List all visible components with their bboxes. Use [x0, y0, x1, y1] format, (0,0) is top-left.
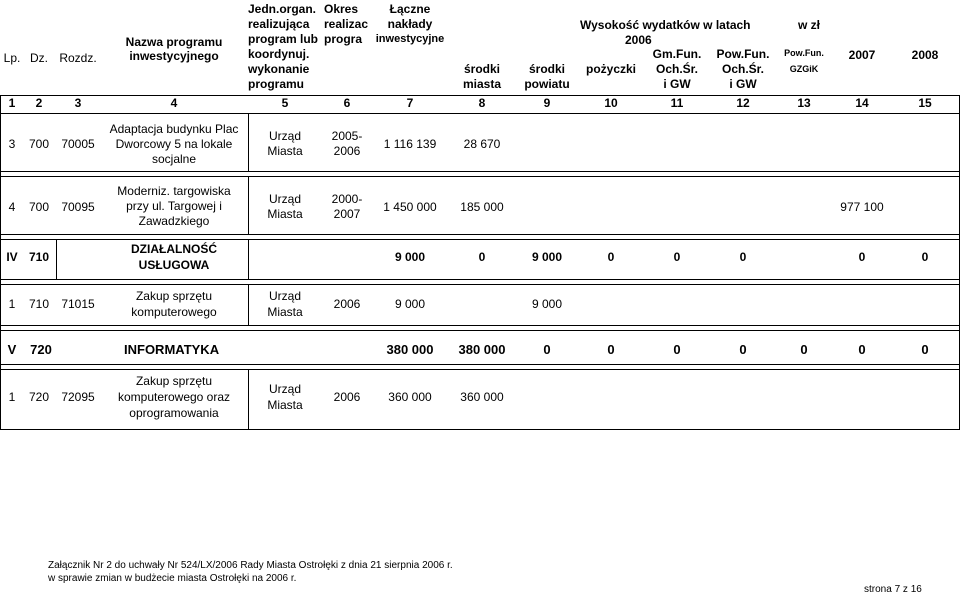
header-lp: Lp.	[3, 51, 21, 65]
header-period-2: realizac	[324, 18, 369, 31]
header-unit-5: wykonanie	[248, 62, 310, 76]
section-loans: 0	[607, 250, 615, 264]
row-total: 1 116 139	[383, 137, 437, 151]
section-dz: 710	[28, 250, 50, 264]
row-name-3: oprogramowania	[129, 406, 219, 420]
colnum-12: 12	[736, 96, 750, 110]
header-loans: pożyczki	[585, 62, 636, 76]
row-unit-1: Urząd	[268, 192, 301, 206]
row-city: 28 670	[463, 137, 501, 151]
header-pow-2: Och.Śr.	[721, 62, 765, 76]
row-unit-1: Urząd	[268, 382, 301, 396]
grid-line	[248, 285, 249, 326]
row-lp: 3	[8, 137, 16, 151]
grid-line	[0, 325, 960, 326]
section-gzgik: 0	[800, 342, 808, 357]
header-pow-3: i GW	[729, 77, 757, 91]
colnum-14: 14	[855, 96, 869, 110]
header-unit-1: Jedn.organ.	[248, 2, 317, 16]
section-dz: 720	[30, 342, 52, 357]
row-total: 360 000	[388, 390, 432, 404]
grid-line	[0, 429, 960, 430]
row-total: 9 000	[394, 297, 426, 311]
header-county-1: środki	[528, 62, 565, 76]
section-county: 9 000	[531, 250, 563, 264]
row-lp: 4	[8, 200, 16, 214]
grid-line	[0, 284, 960, 285]
section-pow: 0	[739, 342, 747, 357]
colnum-2: 2	[35, 96, 43, 110]
header-unit-2: realizująca	[248, 17, 310, 31]
section-lp: V	[7, 342, 17, 357]
grid-line	[248, 240, 249, 280]
header-total-2: nakłady	[387, 17, 433, 31]
header-dz: Dz.	[30, 51, 48, 65]
grid-line	[0, 234, 960, 235]
row-name-1: Adaptacja budynku Plac	[109, 122, 239, 136]
colnum-9: 9	[543, 96, 551, 110]
page-number: strona 7 z 16	[864, 584, 922, 595]
header-unit-4: koordynuj.	[248, 47, 310, 61]
grid-line	[248, 177, 249, 235]
row-unit-1: Urząd	[268, 289, 301, 303]
row-dz: 700	[28, 137, 50, 151]
row-period-1: 2000-	[331, 192, 363, 206]
section-city: 0	[478, 250, 486, 264]
header-gm-1: Gm.Fun.	[652, 47, 702, 61]
row-dz: 710	[28, 297, 50, 311]
row-name-2: komputerowego oraz	[117, 390, 231, 404]
colnum-8: 8	[478, 96, 486, 110]
section-total: 380 000	[386, 342, 434, 357]
row-rozdz: 70095	[61, 200, 95, 214]
row-name-1: Zakup sprzętu	[135, 289, 213, 303]
section-gm: 0	[673, 250, 681, 264]
section-gm: 0	[673, 342, 681, 357]
header-gm-2: Och.Śr.	[655, 62, 699, 76]
row-lp: 1	[8, 390, 16, 404]
row-period-2: 2006	[333, 144, 361, 158]
section-lp: IV	[6, 250, 18, 264]
row-name-2: przy ul. Targowej i	[126, 199, 222, 213]
header-span-title: Wysokość wydatków w latach	[580, 18, 751, 32]
colnum-4: 4	[170, 96, 178, 110]
section-2008: 0	[921, 342, 929, 357]
grid-line	[0, 279, 960, 280]
row-rozdz: 70005	[61, 137, 95, 151]
colnum-7: 7	[406, 96, 414, 110]
row-unit-2: Miasta	[267, 207, 303, 221]
section-2007: 0	[858, 250, 866, 264]
colnum-5: 5	[281, 96, 289, 110]
row-period: 2006	[333, 390, 361, 404]
row-name-2: komputerowego	[131, 305, 217, 319]
row-name-3: Zawadzkiego	[138, 214, 210, 228]
grid-line	[0, 330, 960, 331]
section-name-2: USŁUGOWA	[138, 258, 210, 272]
row-name-3: socjalne	[151, 152, 197, 166]
row-total: 1 450 000	[383, 200, 437, 214]
header-gzgik-2: GZGiK	[789, 64, 819, 74]
header-unit-label: w zł	[798, 18, 821, 32]
header-year-2007: 2007	[848, 48, 876, 62]
colnum-6: 6	[343, 96, 351, 110]
grid-line	[56, 240, 57, 280]
colnum-1: 1	[8, 96, 16, 110]
section-2007: 0	[858, 342, 866, 357]
row-unit-2: Miasta	[267, 144, 303, 158]
colnum-3: 3	[74, 96, 82, 110]
section-total: 9 000	[394, 250, 426, 264]
header-unit-6: programu	[248, 77, 305, 91]
section-name-1: DZIAŁALNOŚĆ	[131, 242, 217, 256]
section-2008: 0	[921, 250, 929, 264]
header-gm-3: i GW	[663, 77, 691, 91]
header-gzgik-1: Pow.Fun.	[784, 48, 824, 58]
row-city: 360 000	[460, 390, 504, 404]
header-rozdz: Rozdz.	[59, 51, 97, 65]
row-name-1: Moderniz. targowiska	[117, 184, 231, 198]
grid-line	[0, 369, 960, 370]
row-name-1: Zakup sprzętu	[135, 374, 213, 388]
row-period: 2006	[333, 297, 361, 311]
colnum-10: 10	[604, 96, 618, 110]
colnum-11: 11	[670, 96, 684, 110]
row-rozdz: 72095	[61, 390, 95, 404]
grid-line	[0, 113, 960, 114]
footer-line-2: w sprawie zmian w budżecie miasta Ostrołęki na 2006 r.	[48, 573, 297, 584]
grid-line	[248, 114, 249, 172]
footer-line-1: Załącznik Nr 2 do uchwały Nr 524/LX/2006 Rady Miasta Ostrołęki z dnia 21 sierpnia 2006 r.	[48, 560, 453, 571]
row-period-1: 2005-	[331, 129, 363, 143]
header-name-2: inwestycyjnego	[129, 49, 219, 63]
row-y2007: 977 100	[840, 200, 884, 214]
row-period-2: 2007	[333, 207, 361, 221]
grid-line	[0, 95, 960, 96]
grid-line	[0, 95, 1, 430]
grid-line	[0, 364, 960, 365]
colnum-15: 15	[918, 96, 932, 110]
header-year-2006: 2006	[625, 33, 652, 47]
header-pow-1: Pow.Fun.	[716, 47, 770, 61]
row-unit-1: Urząd	[268, 129, 301, 143]
row-rozdz: 71015	[61, 297, 95, 311]
header-county-2: powiatu	[524, 77, 570, 91]
section-county: 0	[543, 342, 551, 357]
row-unit-2: Miasta	[267, 305, 303, 319]
section-pow: 0	[739, 250, 747, 264]
row-city: 185 000	[460, 200, 504, 214]
row-name-2: Dworcowy 5 na lokale	[115, 137, 233, 151]
header-name-1: Nazwa programu	[125, 35, 223, 49]
row-city: 9 000	[531, 297, 563, 311]
header-total-3: inwestycyjne	[375, 33, 445, 45]
header-year-2008: 2008	[911, 48, 939, 62]
header-total-1: Łączne	[389, 2, 431, 16]
header-period-3: progra	[324, 32, 363, 46]
row-dz: 700	[28, 200, 50, 214]
row-lp: 1	[8, 297, 16, 311]
grid-line	[248, 370, 249, 430]
row-unit-2: Miasta	[267, 398, 303, 412]
header-unit-3: program lub	[248, 32, 319, 46]
colnum-13: 13	[797, 96, 811, 110]
header-city-1: środki	[463, 62, 500, 76]
section-city: 380 000	[458, 342, 506, 357]
grid-line	[0, 171, 960, 172]
header-city-2: miasta	[462, 77, 502, 91]
row-dz: 720	[28, 390, 50, 404]
section-loans: 0	[607, 342, 615, 357]
section-name: INFORMATYKA	[124, 342, 220, 357]
grid-line	[0, 239, 960, 240]
grid-line	[0, 176, 960, 177]
header-period-1: Okres	[324, 2, 359, 16]
